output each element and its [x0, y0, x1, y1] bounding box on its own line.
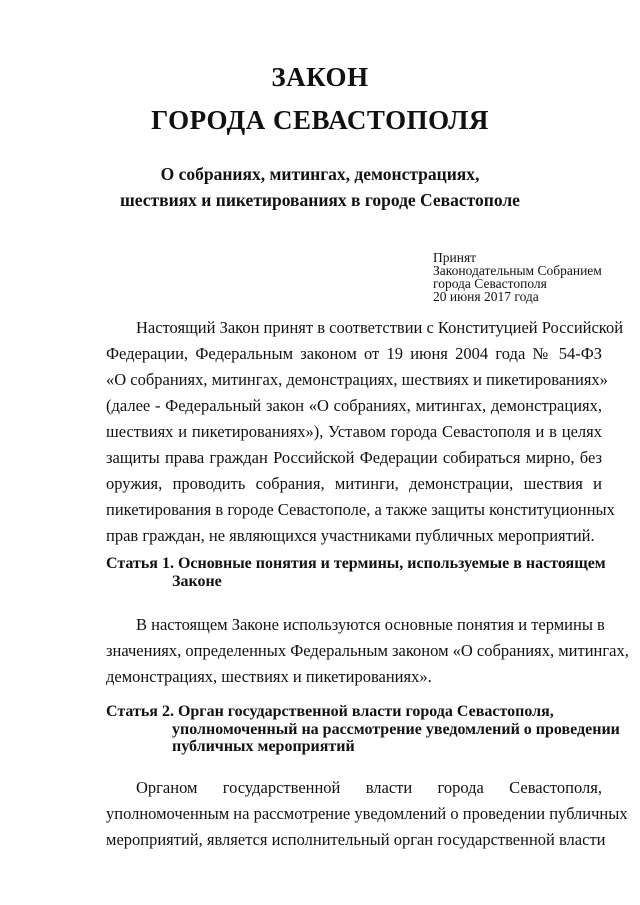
preamble-line: защиты права граждан Российской Федерации собираться мирно, без — [106, 448, 602, 467]
article2-heading-line2: уполномоченный на рассмотрение уведомлений о проведении — [172, 720, 620, 738]
preamble-paragraph — [106, 315, 624, 549]
adoption-block — [433, 251, 602, 303]
article2-heading-line3: публичных мероприятий — [172, 738, 355, 755]
preamble-line: прав граждан, не являющихся участниками публичных мероприятий. — [106, 526, 595, 545]
preamble-line: шествиях и пикетированиях»), Уставом города Севастополя и в целях — [106, 422, 602, 441]
law-title-line1: ЗАКОН — [271, 62, 369, 92]
article1-heading — [106, 555, 616, 590]
article2-heading-line1: Статья 2. Орган государственной власти города Севастополя, — [106, 703, 554, 720]
article2-line: Органом государственной власти города Севастополя, — [136, 778, 602, 797]
article1-paragraph — [106, 612, 629, 690]
article2-line: мероприятий, является исполнительный орган государственной власти — [106, 830, 606, 849]
article2-line: уполномоченным на рассмотрение уведомлений о проведении публичных — [106, 804, 628, 823]
adoption-line2: Законодательным Собранием — [433, 263, 602, 278]
article2-heading — [106, 703, 620, 756]
article1-line: В настоящем Законе используются основные понятия и термины в — [136, 615, 605, 634]
article1-heading-line2: Законе — [172, 572, 222, 590]
preamble-line: пикетирования в городе Севастополе, а также защиты конституционных — [106, 500, 615, 519]
adoption-line1: Принят — [433, 250, 477, 265]
article1-line: значениях, определенных Федеральным законом «О собраниях, митингах, — [106, 641, 629, 660]
preamble-line: Федерации, Федеральным законом от 19 июня 2004 года № 54-ФЗ — [106, 344, 602, 363]
preamble-line: оружия, проводить собрания, митинги, демонстрации, шествия и — [106, 474, 602, 493]
preamble-line: (далее - Федеральный закон «О собраниях, митингах, демонстрациях, — [106, 396, 602, 415]
preamble-line: Настоящий Закон принят в соответствии с Конституцией Российской — [136, 318, 624, 337]
article1-heading-line1: Статья 1. Основные понятия и термины, используемые в настоящем — [106, 555, 606, 572]
preamble-line: «О собраниях, митингах, демонстрациях, шествиях и пикетированиях» — [106, 370, 608, 389]
adoption-line4: 20 июня 2017 года — [433, 289, 539, 304]
article1-line: демонстрациях, шествиях и пикетированиях». — [106, 667, 432, 686]
subtitle-line1: О собраниях, митингах, демонстрациях, — [160, 164, 480, 184]
subtitle-line2: шествиях и пикетированиях в городе Севастополе — [120, 190, 520, 210]
article2-paragraph — [106, 775, 628, 853]
law-title-line2: ГОРОДА СЕВАСТОПОЛЯ — [151, 105, 489, 135]
adoption-line3: города Севастополя — [433, 276, 547, 291]
